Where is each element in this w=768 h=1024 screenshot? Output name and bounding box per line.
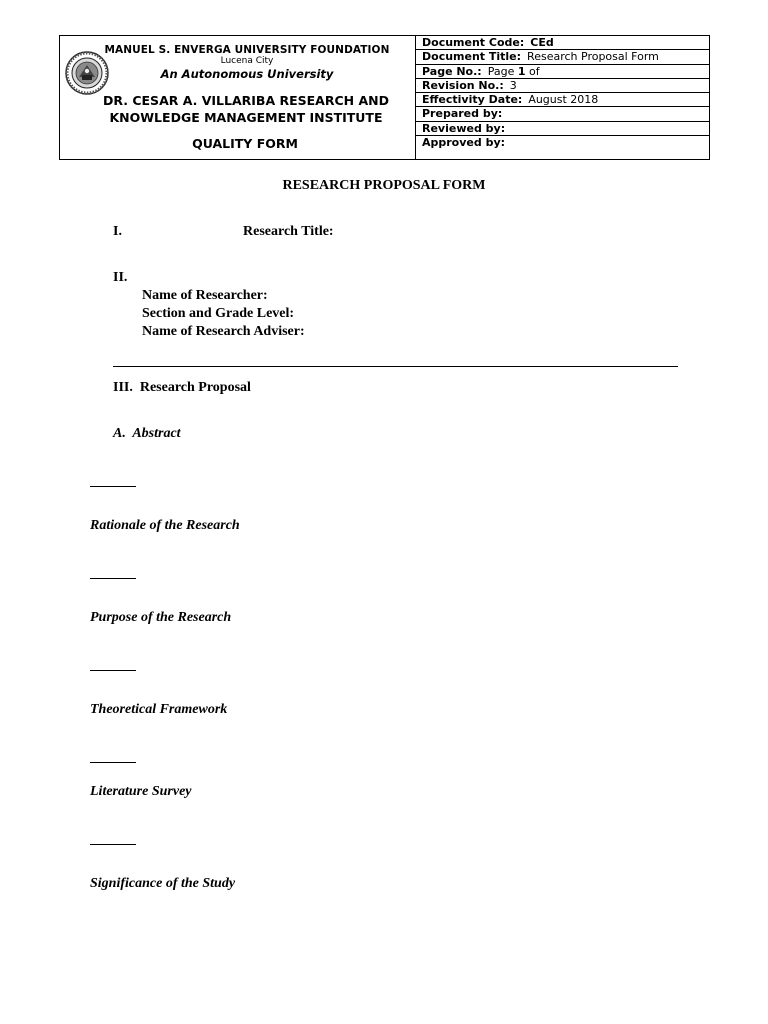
section-divider	[113, 366, 678, 367]
section-grade-label: Section and Grade Level:	[142, 306, 295, 321]
literature-survey-heading: Literature Survey	[90, 784, 192, 799]
university-name: MANUEL S. ENVERGA UNIVERSITY FOUNDATION	[104, 44, 390, 56]
page-number-suffix: of	[525, 64, 540, 78]
entry-line	[90, 844, 136, 845]
researcher-name-label: Name of Researcher:	[142, 288, 268, 303]
document-title-value: Research Proposal Form	[527, 50, 659, 64]
document-title-label: Document Title:	[422, 50, 522, 64]
rationale-heading: Rationale of the Research	[90, 518, 240, 533]
form-title: RESEARCH PROPOSAL FORM	[282, 178, 486, 193]
significance-heading: Significance of the Study	[90, 876, 236, 891]
revision-number-row	[416, 79, 709, 93]
section-2-number: II.	[113, 270, 128, 285]
quality-form-label: QUALITY FORM	[192, 136, 298, 151]
research-adviser-label: Name of Research Adviser:	[142, 324, 305, 339]
header-metadata-cell	[416, 36, 709, 159]
page-number-row	[416, 65, 709, 79]
page-number-value	[488, 65, 540, 78]
prepared-by-row	[416, 107, 709, 121]
abstract-heading: A. Abstract	[113, 426, 181, 441]
effectivity-date-label: Effectivity Date:	[422, 93, 523, 107]
reviewed-by-row	[416, 122, 709, 136]
institute-name-line-1: DR. CESAR A. VILLARIBA RESEARCH AND	[103, 93, 389, 108]
revision-number-label: Revision No.:	[422, 78, 504, 92]
document-code-value: CEd	[530, 36, 554, 49]
entry-line	[90, 670, 136, 671]
purpose-heading: Purpose of the Research	[90, 610, 232, 625]
page-number-prefix: Page	[487, 64, 518, 78]
section-1-number: I.	[113, 224, 122, 239]
entry-line	[90, 762, 136, 763]
institute-name	[84, 93, 408, 126]
revision-number-value: 3	[509, 78, 517, 92]
effectivity-date-row	[416, 93, 709, 107]
document-code-row	[416, 36, 709, 50]
entry-line	[90, 578, 136, 579]
document-code-label: Document Code:	[422, 36, 525, 49]
theoretical-framework-heading: Theoretical Framework	[90, 702, 228, 717]
section-3-heading: III. Research Proposal	[113, 380, 251, 395]
document-header	[59, 35, 710, 160]
institute-name-line-2: KNOWLEDGE MANAGEMENT INSTITUTE	[109, 109, 383, 125]
entry-line	[90, 486, 136, 487]
reviewed-by-label: Reviewed by:	[422, 121, 506, 135]
effectivity-date-value: August 2018	[528, 93, 599, 107]
document-title-row	[416, 50, 709, 64]
header-institution-cell	[60, 36, 416, 159]
prepared-by-label: Prepared by:	[422, 107, 503, 121]
approved-by-label: Approved by:	[422, 136, 506, 150]
university-tagline: An Autonomous University	[160, 67, 334, 81]
research-title-label: Research Title:	[243, 224, 334, 239]
university-city: Lucena City	[220, 56, 274, 66]
page-number-label: Page No.:	[422, 64, 482, 78]
page-number-current: 1	[517, 64, 526, 78]
approved-by-row	[416, 136, 709, 150]
